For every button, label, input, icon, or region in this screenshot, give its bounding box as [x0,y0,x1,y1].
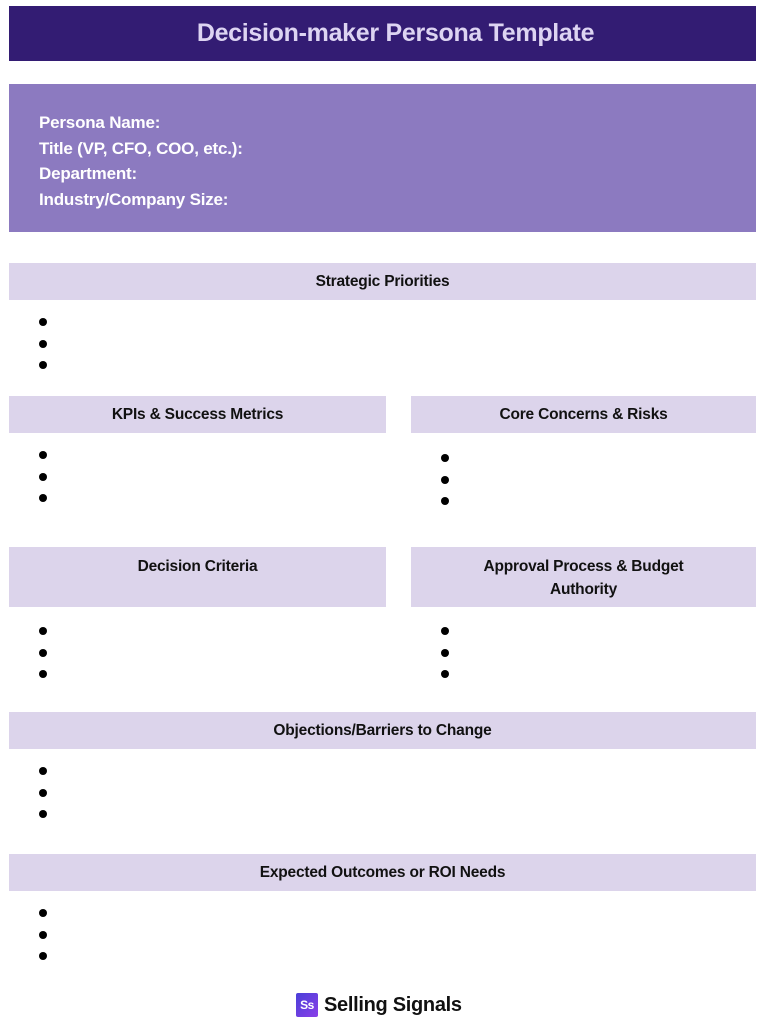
bullet-icon [39,810,47,818]
persona-name-field[interactable]: Persona Name: [39,113,161,132]
section-header-core-concerns [411,396,756,433]
bullet-icon [39,340,47,348]
bullet-icon [39,909,47,917]
bullet-icon [39,627,47,635]
bullet-icon [39,649,47,657]
section-title: Core Concerns & Risks [499,406,668,423]
section-header-decision-criteria [9,547,386,607]
bullet-icon [39,494,47,502]
bullet-icon [39,670,47,678]
persona-department-field[interactable]: Department: [39,164,137,183]
title-banner [9,6,756,61]
bullet-icon [441,497,449,505]
persona-title-field[interactable]: Title (VP, CFO, COO, etc.): [39,138,243,158]
brand-logo [296,993,462,1017]
bullet-icon [39,931,47,939]
bullet-icon [39,952,47,960]
bullet-icon [39,789,47,797]
section-title: Strategic Priorities [315,273,450,290]
section-title: KPIs & Success Metrics [111,406,284,423]
persona-industry-field[interactable]: Industry/Company Size: [39,189,229,209]
brand-name: Selling Signals [324,993,462,1016]
section-title: Expected Outcomes or ROI Needs [259,864,506,881]
bullet-icon [39,361,47,369]
bullet-icon [441,670,449,678]
bullet-icon [441,627,449,635]
section-title: Objections/Barriers to Change [273,722,492,739]
bullet-icon [39,767,47,775]
page-title: Decision-maker Persona Template [196,19,595,47]
bullet-icon [39,473,47,481]
section-header-kpis [9,396,386,433]
section-header-strategic-priorities [9,263,756,300]
section-header-objections [9,712,756,749]
section-header-approval-process [411,547,756,607]
bullet-icon [39,451,47,459]
bullet-icon [39,318,47,326]
section-header-expected-outcomes [9,854,756,891]
section-title: Approval Process & Budget Authority [483,558,684,598]
logo-mark-icon: Ss [296,993,318,1017]
section-title: Decision Criteria [137,558,258,575]
bullet-icon [441,649,449,657]
persona-info-box [9,84,756,232]
bullet-icon [441,454,449,462]
bullet-icon [441,476,449,484]
